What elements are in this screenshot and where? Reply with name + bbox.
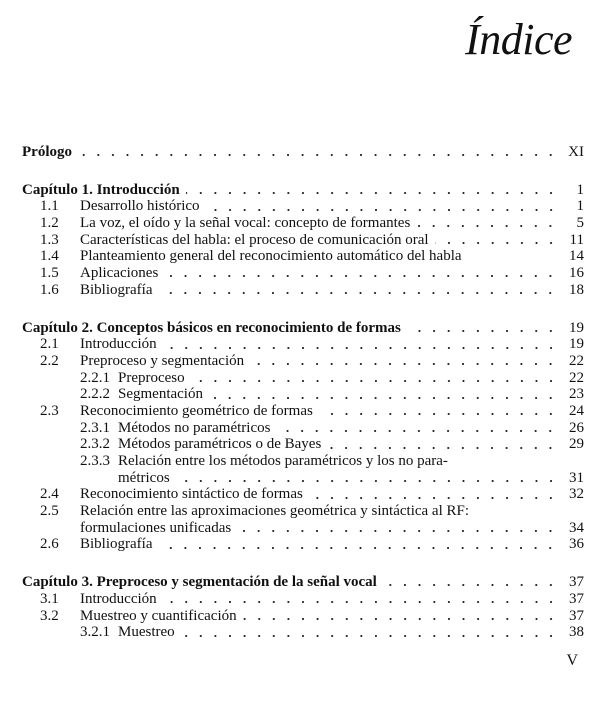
- entry-number: 2.1: [40, 336, 59, 353]
- toc-entry[interactable]: [22, 336, 584, 353]
- toc-entry[interactable]: [22, 420, 584, 437]
- entry-number: 2.3.2: [80, 436, 110, 453]
- toc-chapter-entry[interactable]: [22, 320, 584, 337]
- entry-page: 34: [569, 519, 584, 536]
- entry-title: Desarrollo histórico: [80, 198, 200, 215]
- toc-entry[interactable]: [22, 503, 584, 520]
- entry-number: 2.2.1: [80, 369, 110, 386]
- entry-title: Relación entre los métodos paramétricos y los no para-: [118, 453, 448, 469]
- entry-number: 3.2.1: [80, 624, 110, 641]
- dot-leader: [186, 191, 558, 195]
- toc-chapter-entry[interactable]: [22, 574, 584, 591]
- entry-page: 23: [569, 386, 584, 403]
- toc-entry[interactable]: [22, 265, 584, 282]
- entry-page: 22: [569, 352, 584, 369]
- dot-leader: [191, 379, 558, 383]
- toc-entry[interactable]: [22, 215, 584, 232]
- dot-leader: [206, 208, 558, 212]
- dot-leader: [158, 546, 558, 550]
- entry-title: Preproceso y segmentación: [80, 352, 245, 369]
- entry-title: Reconocimiento geométrico de formas: [80, 402, 313, 419]
- entry-page: 37: [569, 590, 584, 607]
- entry-title: Características del habla: el proceso de comunicación oral: [80, 231, 429, 248]
- toc-entry[interactable]: [22, 370, 584, 387]
- toc-entry[interactable]: [22, 436, 584, 453]
- toc-entry[interactable]: [22, 624, 584, 641]
- entry-title: Prólogo: [22, 144, 72, 160]
- section-gap: [22, 161, 584, 182]
- dot-leader: [319, 412, 558, 416]
- entry-page: 37: [569, 574, 584, 591]
- entry-number: 2.2: [40, 352, 59, 369]
- entry-page: 18: [569, 281, 584, 298]
- entry-page: 36: [569, 536, 584, 553]
- dot-leader: [243, 617, 558, 621]
- dot-leader: [276, 429, 558, 433]
- entry-title: métricos: [118, 469, 170, 486]
- entry-page: 19: [569, 319, 584, 336]
- dot-leader: [435, 241, 558, 245]
- entry-title: Aplicaciones: [80, 265, 159, 282]
- entry-title: Introducción: [80, 590, 157, 607]
- entry-title: Métodos paramétricos o de Bayes: [118, 436, 322, 453]
- toc-entry[interactable]: [22, 470, 584, 487]
- entry-title: Capítulo 1. Introducción: [22, 181, 180, 198]
- entry-number: 2.4: [40, 486, 59, 503]
- dot-leader: [181, 634, 558, 638]
- toc-entry[interactable]: [22, 520, 584, 537]
- dot-leader: [158, 291, 558, 295]
- entry-title: Reconocimiento sintáctico de formas: [80, 486, 303, 503]
- toc-chapter-entry[interactable]: [22, 182, 584, 199]
- dot-leader: [407, 329, 558, 333]
- entry-title: Capítulo 3. Preproceso y segmentación de la señal vocal: [22, 574, 377, 591]
- table-of-contents: [22, 144, 584, 641]
- entry-number: 3.1: [40, 590, 59, 607]
- entry-page: 1: [576, 181, 584, 198]
- toc-entry[interactable]: [22, 486, 584, 503]
- page-title: Índice: [465, 15, 572, 64]
- entry-title: Bibliografía: [80, 281, 153, 298]
- entry-title: formulaciones unificadas: [80, 519, 232, 536]
- entry-number: 2.2.2: [80, 386, 110, 403]
- entry-number: 1.6: [40, 281, 59, 298]
- entry-title: Métodos no paramétricos: [118, 419, 271, 436]
- entry-page: 22: [569, 369, 584, 386]
- entry-title: Bibliografía: [80, 536, 153, 553]
- dot-leader: [250, 362, 558, 366]
- toc-entry[interactable]: [22, 591, 584, 608]
- dot-leader: [237, 529, 558, 533]
- entry-title: Muestreo y cuantificación: [80, 607, 237, 624]
- entry-title: Introducción: [80, 336, 157, 353]
- entry-title: Planteamiento general del reconocimiento automático del habla: [80, 248, 462, 265]
- entry-page: 29: [569, 436, 584, 453]
- entry-page: 24: [569, 402, 584, 419]
- toc-entry[interactable]: [22, 608, 584, 625]
- toc-chapter-entry[interactable]: [22, 144, 584, 161]
- entry-title: Preproceso: [118, 369, 185, 386]
- entry-number: 2.3.1: [80, 419, 110, 436]
- entry-number: 1.5: [40, 265, 59, 282]
- entry-page: 1: [576, 198, 584, 215]
- entry-number: 3.2: [40, 607, 59, 624]
- toc-entry[interactable]: [22, 248, 584, 265]
- entry-title: Muestreo: [118, 624, 175, 641]
- entry-page: 5: [576, 215, 584, 232]
- dot-leader: [164, 274, 558, 278]
- toc-entry[interactable]: [22, 232, 584, 249]
- entry-page: 32: [569, 486, 584, 503]
- entry-number: 1.3: [40, 231, 59, 248]
- entry-page: XI: [568, 144, 584, 160]
- dot-leader: [78, 153, 558, 157]
- toc-entry[interactable]: [22, 536, 584, 553]
- entry-number: 1.2: [40, 215, 59, 232]
- dot-leader: [163, 600, 558, 604]
- toc-entry[interactable]: [22, 403, 584, 420]
- entry-number: 2.5: [40, 503, 59, 520]
- entry-title: Relación entre las aproximaciones geométrica y sintáctica al RF:: [80, 503, 470, 520]
- dot-leader: [383, 583, 558, 587]
- entry-page: 14: [569, 248, 584, 265]
- toc-entry[interactable]: [22, 198, 584, 215]
- entry-number: 1.1: [40, 198, 59, 215]
- section-gap: [22, 299, 584, 320]
- section-gap: [22, 553, 584, 574]
- dot-leader: [416, 224, 558, 228]
- entry-number: 1.4: [40, 248, 59, 265]
- entry-number: 2.6: [40, 536, 59, 553]
- entry-page: 11: [569, 231, 584, 248]
- entry-page: 37: [569, 607, 584, 624]
- dot-leader: [327, 446, 558, 450]
- dot-leader: [176, 479, 558, 483]
- dot-leader: [163, 346, 558, 350]
- entry-title: Segmentación: [118, 386, 203, 403]
- entry-page: 19: [569, 336, 584, 353]
- dot-leader: [309, 496, 558, 500]
- entry-page: 38: [569, 624, 584, 641]
- entry-page: 31: [569, 469, 584, 486]
- entry-page: 26: [569, 419, 584, 436]
- dot-leader: [209, 396, 558, 400]
- entry-number: 2.3.3: [80, 453, 110, 469]
- toc-entry[interactable]: [22, 353, 584, 370]
- toc-entry[interactable]: [22, 453, 584, 470]
- entry-number: 2.3: [40, 402, 59, 419]
- toc-entry[interactable]: [22, 386, 584, 403]
- entry-title: Capítulo 2. Conceptos básicos en reconocimiento de formas: [22, 319, 401, 336]
- page-number: V: [566, 652, 578, 669]
- entry-page: 16: [569, 265, 584, 282]
- toc-entry[interactable]: [22, 282, 584, 299]
- entry-title: La voz, el oído y la señal vocal: concepto de formantes: [80, 215, 411, 232]
